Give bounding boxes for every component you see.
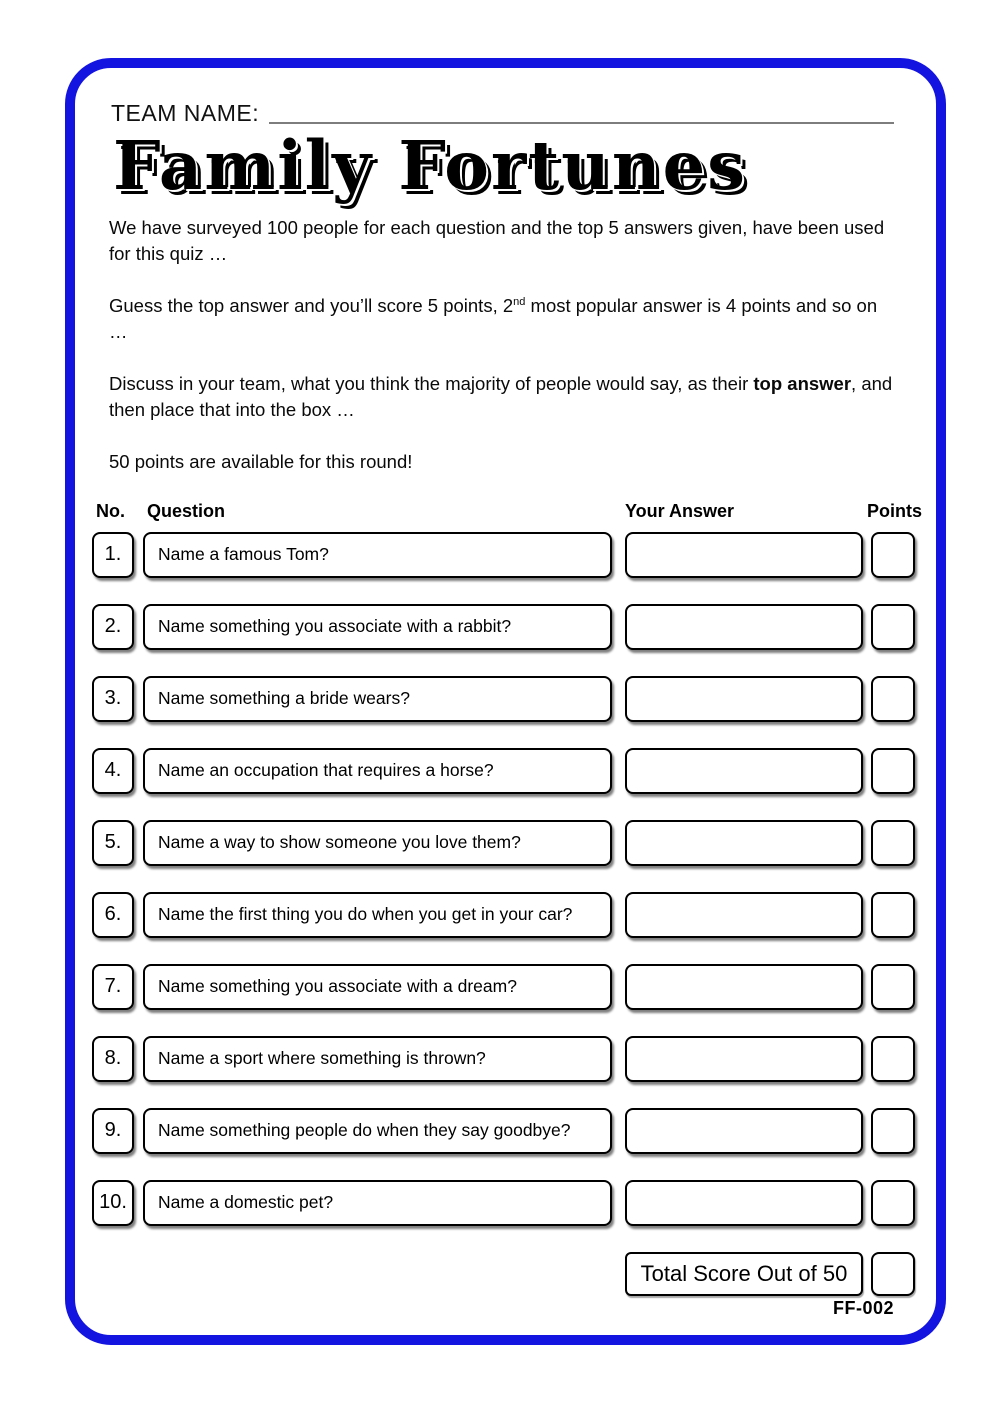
instruction-paragraph-4: 50 points are available for this round! [109, 450, 413, 472]
question-text-box: Name something a bride wears? [143, 676, 612, 722]
points-box[interactable] [871, 892, 915, 938]
instruction-3-text-after: , and then place that into the box … [109, 372, 893, 420]
question-text-box: Name a sport where something is thrown? [143, 1036, 612, 1082]
question-number-box: 4. [92, 748, 134, 794]
question-text-box: Name something people do when they say goodbye? [143, 1108, 612, 1154]
question-number-box: 8. [92, 1036, 134, 1082]
your-answer-box[interactable] [625, 676, 863, 722]
table-rows [92, 532, 896, 1226]
table-row [92, 820, 896, 866]
question-number-box: 2. [92, 604, 134, 650]
question-number-box: 9. [92, 1108, 134, 1154]
table-row [92, 532, 896, 578]
total-row-spacer [143, 1252, 612, 1296]
total-row-spacer [92, 1252, 134, 1296]
instructions [109, 215, 896, 474]
ordinal-superscript: nd [513, 295, 526, 308]
question-text-box: Name a way to show someone you love them? [143, 820, 612, 866]
question-number-box: 7. [92, 964, 134, 1010]
question-number-box: 10. [92, 1180, 134, 1226]
your-answer-box[interactable] [625, 964, 863, 1010]
table-row [92, 964, 896, 1010]
points-box[interactable] [871, 1108, 915, 1154]
header-points: Points [867, 500, 923, 521]
question-number-box: 6. [92, 892, 134, 938]
top-answer-emphasis: top answer [753, 372, 852, 394]
question-table [92, 500, 923, 1296]
instruction-paragraph-2 [109, 293, 896, 345]
table-row [92, 676, 896, 722]
your-answer-box[interactable] [625, 1108, 863, 1154]
instruction-3-text: Discuss in your team, what you think the majority of people would say, as their [109, 372, 754, 394]
question-number-box: 5. [92, 820, 134, 866]
your-answer-box[interactable] [625, 1180, 863, 1226]
page-title: Family Fortunes [113, 126, 747, 205]
header-question: Question [147, 500, 226, 521]
header-your-answer: Your Answer [625, 500, 735, 521]
table-row [92, 1036, 896, 1082]
your-answer-box[interactable] [625, 892, 863, 938]
instruction-paragraph-3 [109, 371, 896, 423]
points-box[interactable] [871, 1036, 915, 1082]
team-name-row [111, 100, 896, 127]
points-box[interactable] [871, 604, 915, 650]
your-answer-box[interactable] [625, 604, 863, 650]
header-no: No. [96, 500, 125, 521]
points-box[interactable] [871, 820, 915, 866]
table-row [92, 1180, 896, 1226]
instruction-2-text-after: most popular answer is 4 points and so on … [109, 295, 878, 343]
points-box[interactable] [871, 964, 915, 1010]
your-answer-box[interactable] [625, 748, 863, 794]
question-text-box: Name something you associate with a dream? [143, 964, 612, 1010]
points-box[interactable] [871, 676, 915, 722]
worksheet-code: FF-002 [832, 1298, 894, 1318]
table-header-row [92, 500, 923, 522]
points-box[interactable] [871, 532, 915, 578]
your-answer-box[interactable] [625, 532, 863, 578]
question-number-box: 1. [92, 532, 134, 578]
team-name-label: TEAM NAME: [111, 100, 260, 126]
team-name-blank-line[interactable] [269, 104, 894, 124]
question-number-box: 3. [92, 676, 134, 722]
total-score-row [92, 1252, 896, 1296]
table-row [92, 748, 896, 794]
your-answer-box[interactable] [625, 820, 863, 866]
total-score-label-box: Total Score Out of 50 [625, 1252, 863, 1296]
table-row [92, 604, 896, 650]
instruction-paragraph-1: We have surveyed 100 people for each question and the top 5 answers given, have been used for this quiz … [109, 217, 885, 265]
table-row [92, 1108, 896, 1154]
points-box[interactable] [871, 748, 915, 794]
worksheet-card [65, 58, 946, 1345]
instruction-2-text: Guess the top answer and you’ll score 5 points, 2 [109, 295, 514, 317]
question-text-box: Name a famous Tom? [143, 532, 612, 578]
question-text-box: Name something you associate with a rabbit? [143, 604, 612, 650]
points-box[interactable] [871, 1180, 915, 1226]
total-points-box[interactable] [871, 1252, 915, 1296]
question-text-box: Name an occupation that requires a horse? [143, 748, 612, 794]
question-text-box: Name a domestic pet? [143, 1180, 612, 1226]
your-answer-box[interactable] [625, 1036, 863, 1082]
table-row [92, 892, 896, 938]
question-text-box: Name the first thing you do when you get in your car? [143, 892, 612, 938]
